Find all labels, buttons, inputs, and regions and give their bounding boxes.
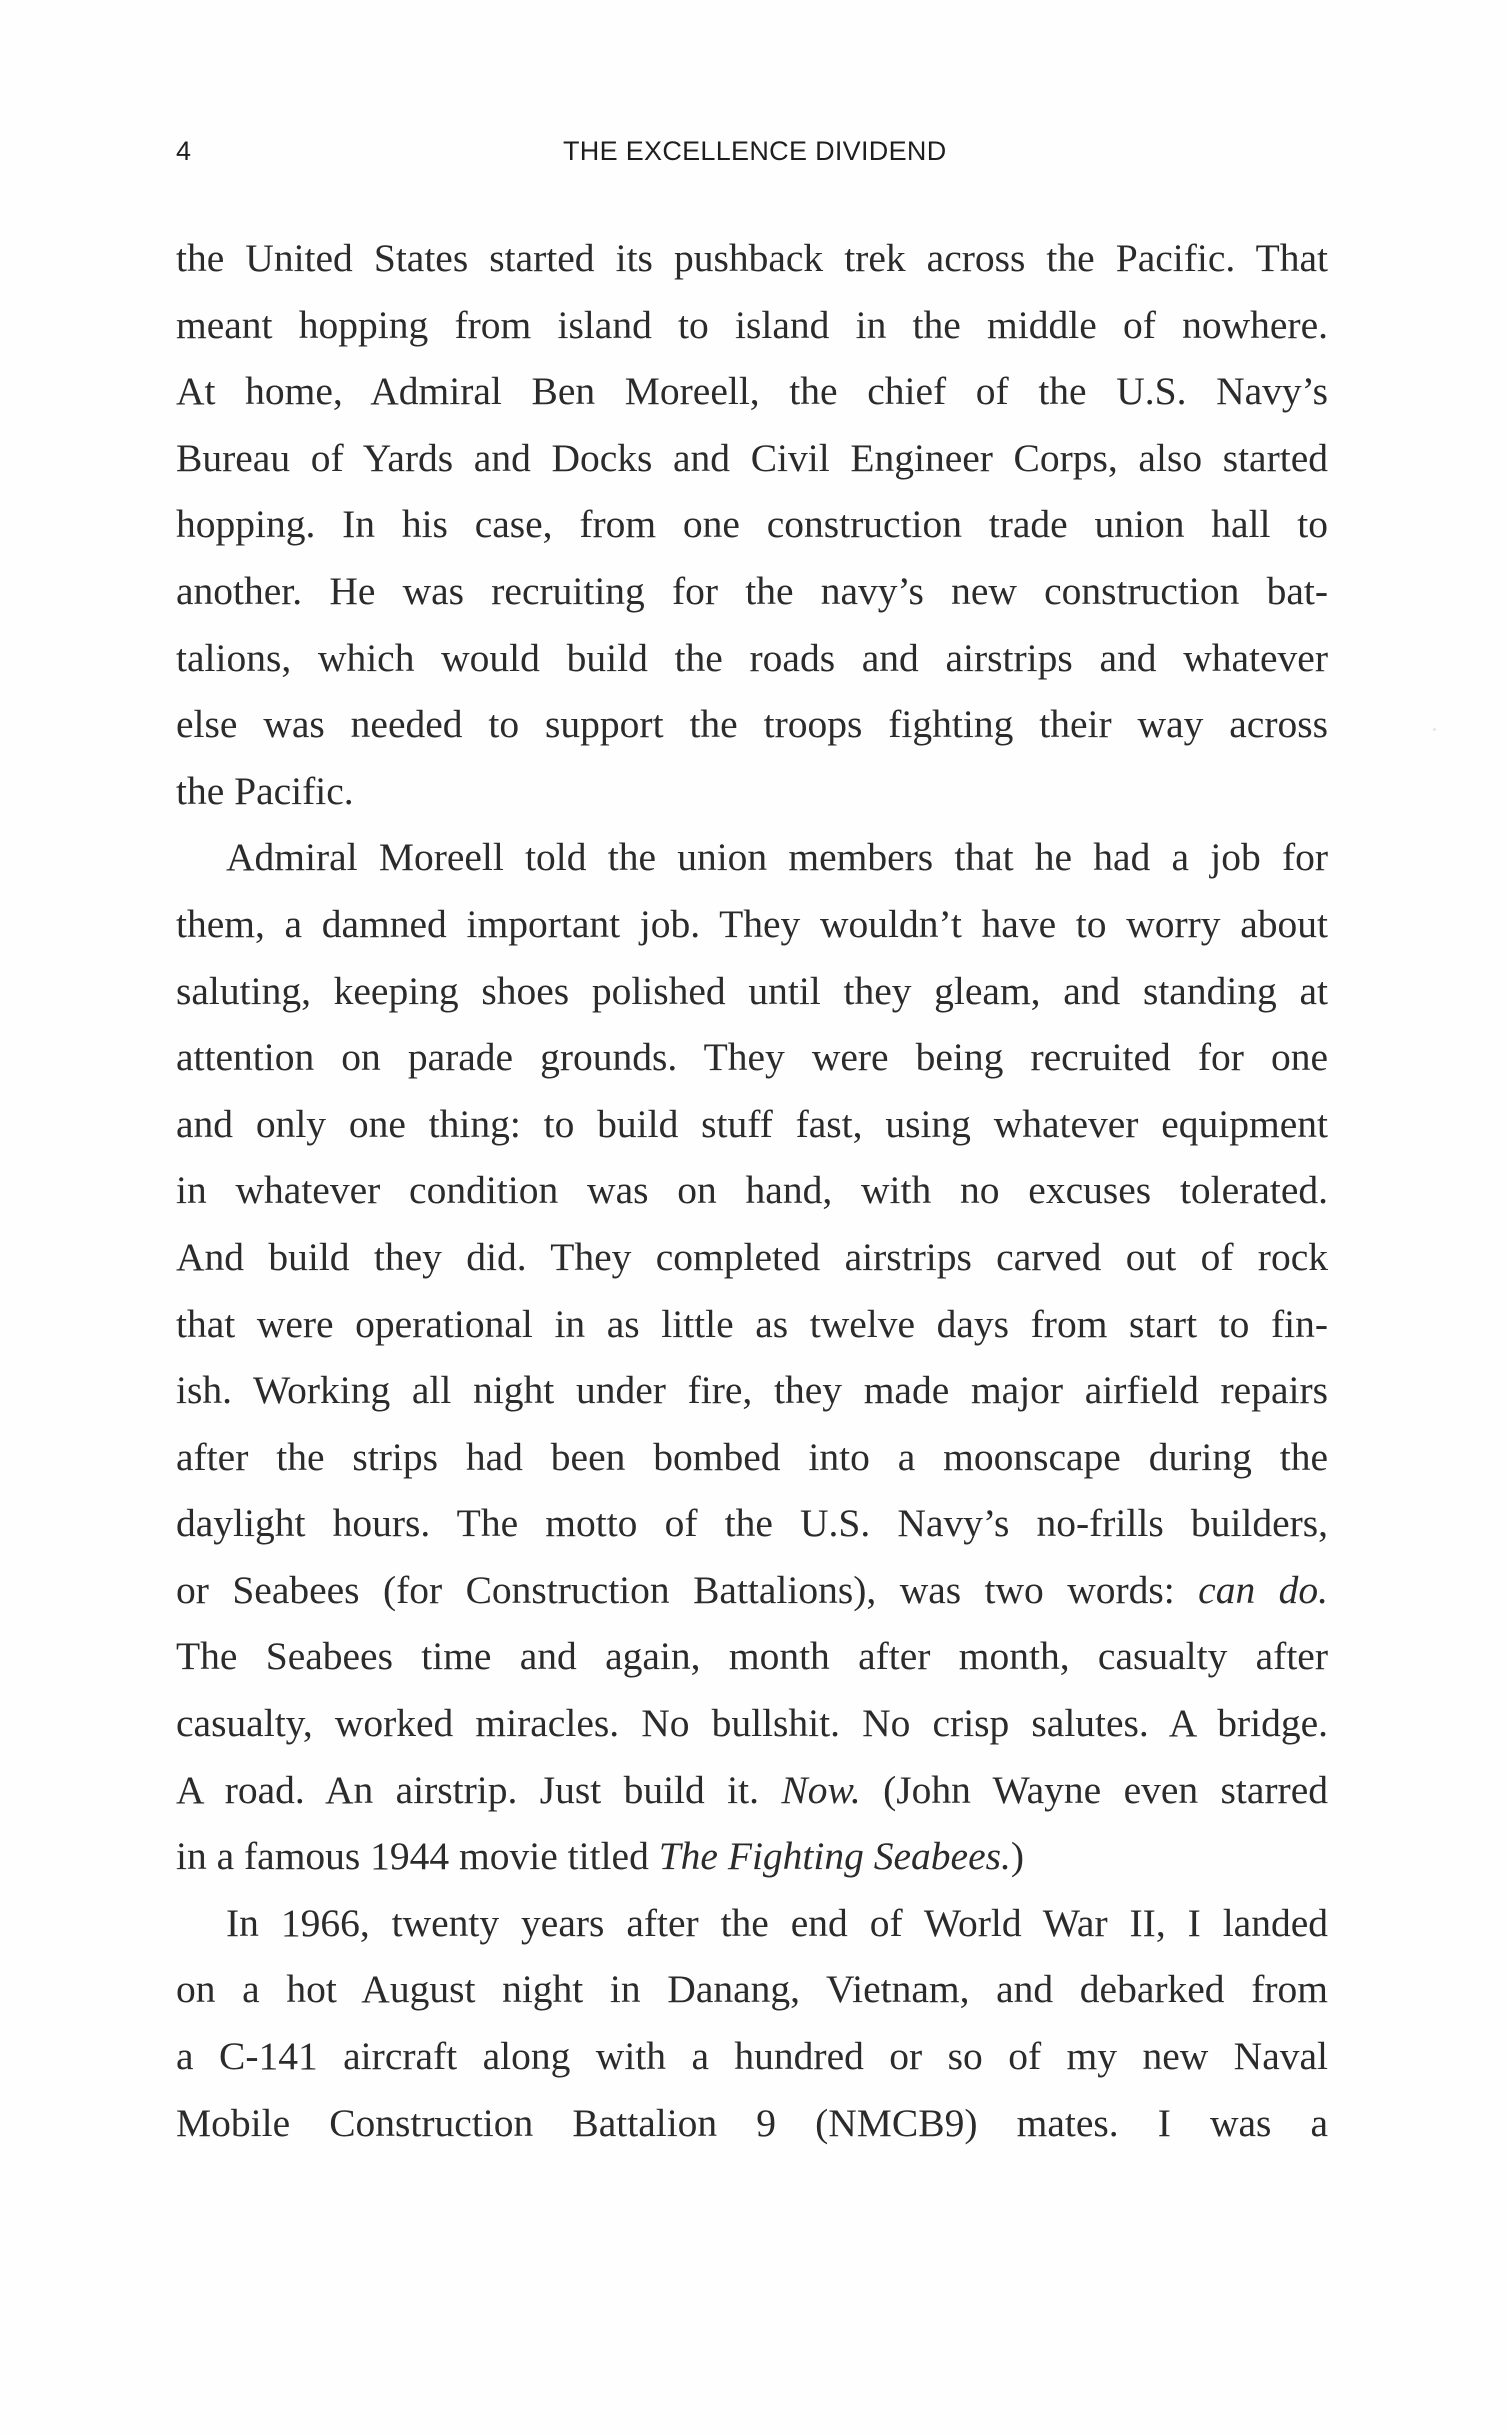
text-line: daylight hours. The motto of the U.S. Navy’s no-frills builders, (176, 1501, 1328, 1546)
text-run: in a famous 1944 movie titled (176, 1834, 659, 1879)
text-line: in whatever condition was on hand, with no excuses tolerated. (176, 1168, 1328, 1213)
text-line: on a hot August night in Danang, Vietnam, and debarked from (176, 1967, 1328, 2012)
italic-movie-title: The Fighting Seabees. (658, 1834, 1011, 1879)
text-line-now (176, 1757, 1328, 1824)
text-line: a C-141 aircraft along with a hundred or so of my new Naval (176, 2034, 1328, 2079)
text-line: hopping. In his case, from one construction trade union hall to (176, 502, 1328, 547)
text-run: ) (1010, 1834, 1025, 1879)
text-line: Mobile Construction Battalion 9 (NMCB9) mates. I was a (176, 2100, 1328, 2145)
text-line: The Seabees time and again, month after month, casualty after (176, 1634, 1328, 1679)
text-line: else was needed to support the troops fighting their way across (176, 702, 1328, 747)
text-run: (John Wayne even starred (860, 1767, 1328, 1812)
text-line: casualty, worked miracles. No bullshit. No crisp salutes. A bridge. (176, 1701, 1328, 1746)
text-line: another. He was recruiting for the navy’s new construction bat- (176, 568, 1328, 613)
body-text (176, 225, 1328, 2156)
text-line-movie (176, 1823, 1328, 1890)
text-line: Admiral Moreell told the union members that he had a job for (226, 835, 1328, 880)
running-head (176, 136, 1336, 176)
text-line: attention on parade grounds. They were being recruited for one (176, 1035, 1328, 1080)
text-line: At home, Admiral Ben Moreell, the chief of the U.S. Navy’s (176, 369, 1328, 414)
text-line: And build they did. They completed airstrips carved out of rock (176, 1234, 1328, 1279)
text-line-can-do (176, 1557, 1328, 1624)
text-line: In 1966, twenty years after the end of World War II, I landed (226, 1900, 1328, 1945)
text-line: saluting, keeping shoes polished until they gleam, and standing at (176, 968, 1328, 1013)
text-run: or Seabees (for Construction Battalions), was two words: (176, 1567, 1199, 1612)
text-line: talions, which would build the roads and airstrips and whatever (176, 635, 1328, 680)
text-line: that were operational in as little as twelve days from start to fin- (176, 1301, 1328, 1346)
italic-now: Now. (781, 1767, 861, 1812)
text-line: the Pacific. (176, 768, 354, 813)
paragraph-vietnam (176, 1890, 1328, 2156)
book-title: THE EXCELLENCE DIVIDEND (563, 136, 947, 166)
text-line: and only one thing: to build stuff fast, using whatever equipment (176, 1101, 1328, 1146)
text-line: them, a damned important job. They wouldn’t have to worry about (176, 901, 1328, 946)
italic-motto: can do. (1198, 1567, 1328, 1612)
page-number: 4 (176, 136, 192, 166)
paragraph-pacific-campaign (176, 225, 1328, 824)
text-line: the United States started its pushback trek across the Pacific. That (176, 236, 1328, 280)
text-line: after the strips had been bombed into a moonscape during the (176, 1434, 1328, 1479)
text-line: ish. Working all night under fire, they made major airfield repairs (176, 1368, 1328, 1413)
text-line: Bureau of Yards and Docks and Civil Engineer Corps, also started (176, 435, 1328, 480)
text-run: A road. An airstrip. Just build it. (176, 1767, 782, 1812)
text-line: meant hopping from island to island in the middle of nowhere. (176, 302, 1328, 347)
scan-speck (1433, 728, 1436, 731)
paragraph-seabees (176, 824, 1328, 1890)
